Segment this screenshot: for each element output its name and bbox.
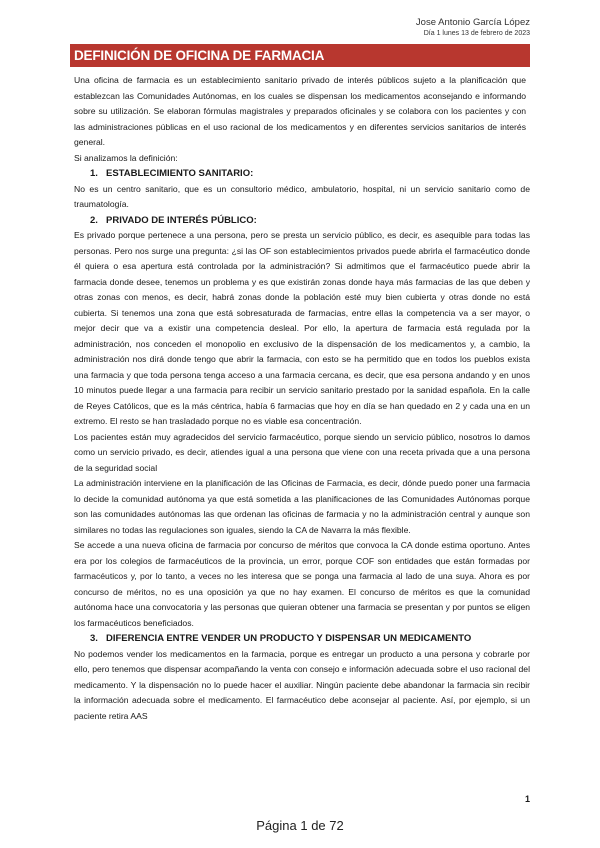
document-title: DEFINICIÓN DE OFICINA DE FARMACIA <box>70 44 530 67</box>
section-2-paragraph-1: Es privado porque pertenece a una persona, pero se presta un servicio público, es decir, es asequible para todas las personas. Pero nos surge una pregunta: ¿si las OF son establecimientos privados puede abrirla el farmacéutico donde él quiera o esa apertura está controlada por la administración? Si admitimos que el farmacéutico puede abrir la farmacia donde desee, tenemos un problema y es que existirán zonas donde haya más farmacias de las que deben y otras zonas con menos, es decir, habrá zonas donde la población esté muy bien cubierta y otras donde no está cubierta. Si tenemos una zona que está sobresaturada de farmacias, entre ellas la competencia va a ser mayor, o mejor decir que va a existir una competencia desleal. Por ello, la apertura de farmacia está regulada por la administración, nos conceden el monopolio en exclusivo de la dispensación de los medicamentos y, a cambio, la administración nos dirá donde tengo que abrir la farmacia, con esto se ha permitido que en todos los pueblos exista una farmacia y que toda persona tenga acceso a una farmacia cercana, es decir, que esa persona andando y en unos 10 minutos puede llegar a una farmacia para recibir un servicio sanitario prestado por la sanidad española. En la calle de Reyes Católicos, que es la más céntrica, había 6 farmacias que hoy en día se han quedado en 2 y cada una en un extremo. El resto se han trasladado porque no es viable esa concentración. <box>74 230 530 426</box>
section-2-paragraph-3: La administración interviene en la planificación de las Oficinas de Farmacia, es decir, dónde puedo poner una farmacia lo decide la comunidad autónoma ya que está sometida a las planificaciones de las Comunidades Autónomas porque son las comunidades autónomas las que ordenan las oficinas de farmacia y no la administración central y aunque son similares no todas las regulaciones son iguales, siendo la CA de Navarra la más flexible. <box>74 478 530 535</box>
section-1-paragraph-1: No es un centro sanitario, que es un consultorio médico, ambulatorio, hospital, ni un servicio sanitario como de traumatología. <box>74 183 530 209</box>
section-title: DIFERENCIA ENTRE VENDER UN PRODUCTO Y DISPENSAR UN MEDICAMENTO <box>106 633 472 644</box>
section-2-paragraph-4: Se accede a una nueva oficina de farmacia por concurso de méritos que convoca la CA donde estima oportuno. Antes era por los colegios de farmacéuticos de la provincia, un error, porque COF son entidades que están formadas por farmacéuticos y, por lo tanto, a veces no les interesa que se ponga una farmacia al lado de una suya. Ahora es por concurso de méritos, no es una oposición ya que no hay examen. El concurso de méritos es que la comunidad autónoma hace una convocatoria y las personas que quieran obtener una farmacia se presentan y por puntos se eligen los farmacéuticos beneficiados. <box>74 540 530 628</box>
section-number: 3. <box>90 633 98 644</box>
page-footer: Página 1 de 72 <box>256 818 344 833</box>
section-heading-3 <box>70 631 530 647</box>
document-page <box>70 44 530 724</box>
section-number: 2. <box>90 214 98 226</box>
section-title: PRIVADO DE INTERÉS PÚBLICO <box>106 214 254 226</box>
section-heading-2: 2. PRIVADO DE INTERÉS PÚBLICO: <box>70 213 530 229</box>
section-heading-1: 1. ESTABLECIMIENTO SANITARIO: <box>70 166 530 182</box>
page-number: 1 <box>524 794 530 804</box>
section-2-paragraph-2: Los pacientes están muy agradecidos del servicio farmacéutico, porque siendo un servicio público, nosotros lo damos como un servicio privado, es decir, atiendes igual a una persona que viene con una receta privada que a una persona de la seguridad social <box>74 431 530 473</box>
lead-text: Si analizamos la definición: <box>74 152 178 163</box>
author-name: Jose Antonio García López <box>415 17 530 28</box>
intro-paragraph: Una oficina de farmacia es un establecimiento sanitario privado de interés públicos sujeto a la planificación que establezcan las Comunidades Autónomas, en los cuales se dispensan los medicamentos aconsejando e informando sobre su utilización. Se elaboran fórmulas magistrales y preparados oficinales y se colabora con los pacientes y con las administraciones públicas en el uso racional de los medicamentos y en diferentes servicios sanitarios de interés general. <box>74 75 526 147</box>
document-date: Día 1 lunes 13 de febrero de 2023 <box>423 30 530 37</box>
section-number: 1. <box>90 168 98 179</box>
section-3-paragraph-1: No podemos vender los medicamentos en la farmacia, porque es entregar un producto a una persona y cobrarle por ello, pero tenemos que dispensar acompañando la venta con consejo e información adecuada sobre el uso racional del medicamento. Y la dispensación no lo puede hacer el auxiliar. Ningún paciente debe abandonar la farmacia sin recibir la información adecuada sobre el medicamento. El farmacéutico debe aconsejar al paciente. Así, por ejemplo, si un paciente retira AAS <box>74 648 530 721</box>
section-title: ESTABLECIMIENTO SANITARIO <box>106 168 251 179</box>
